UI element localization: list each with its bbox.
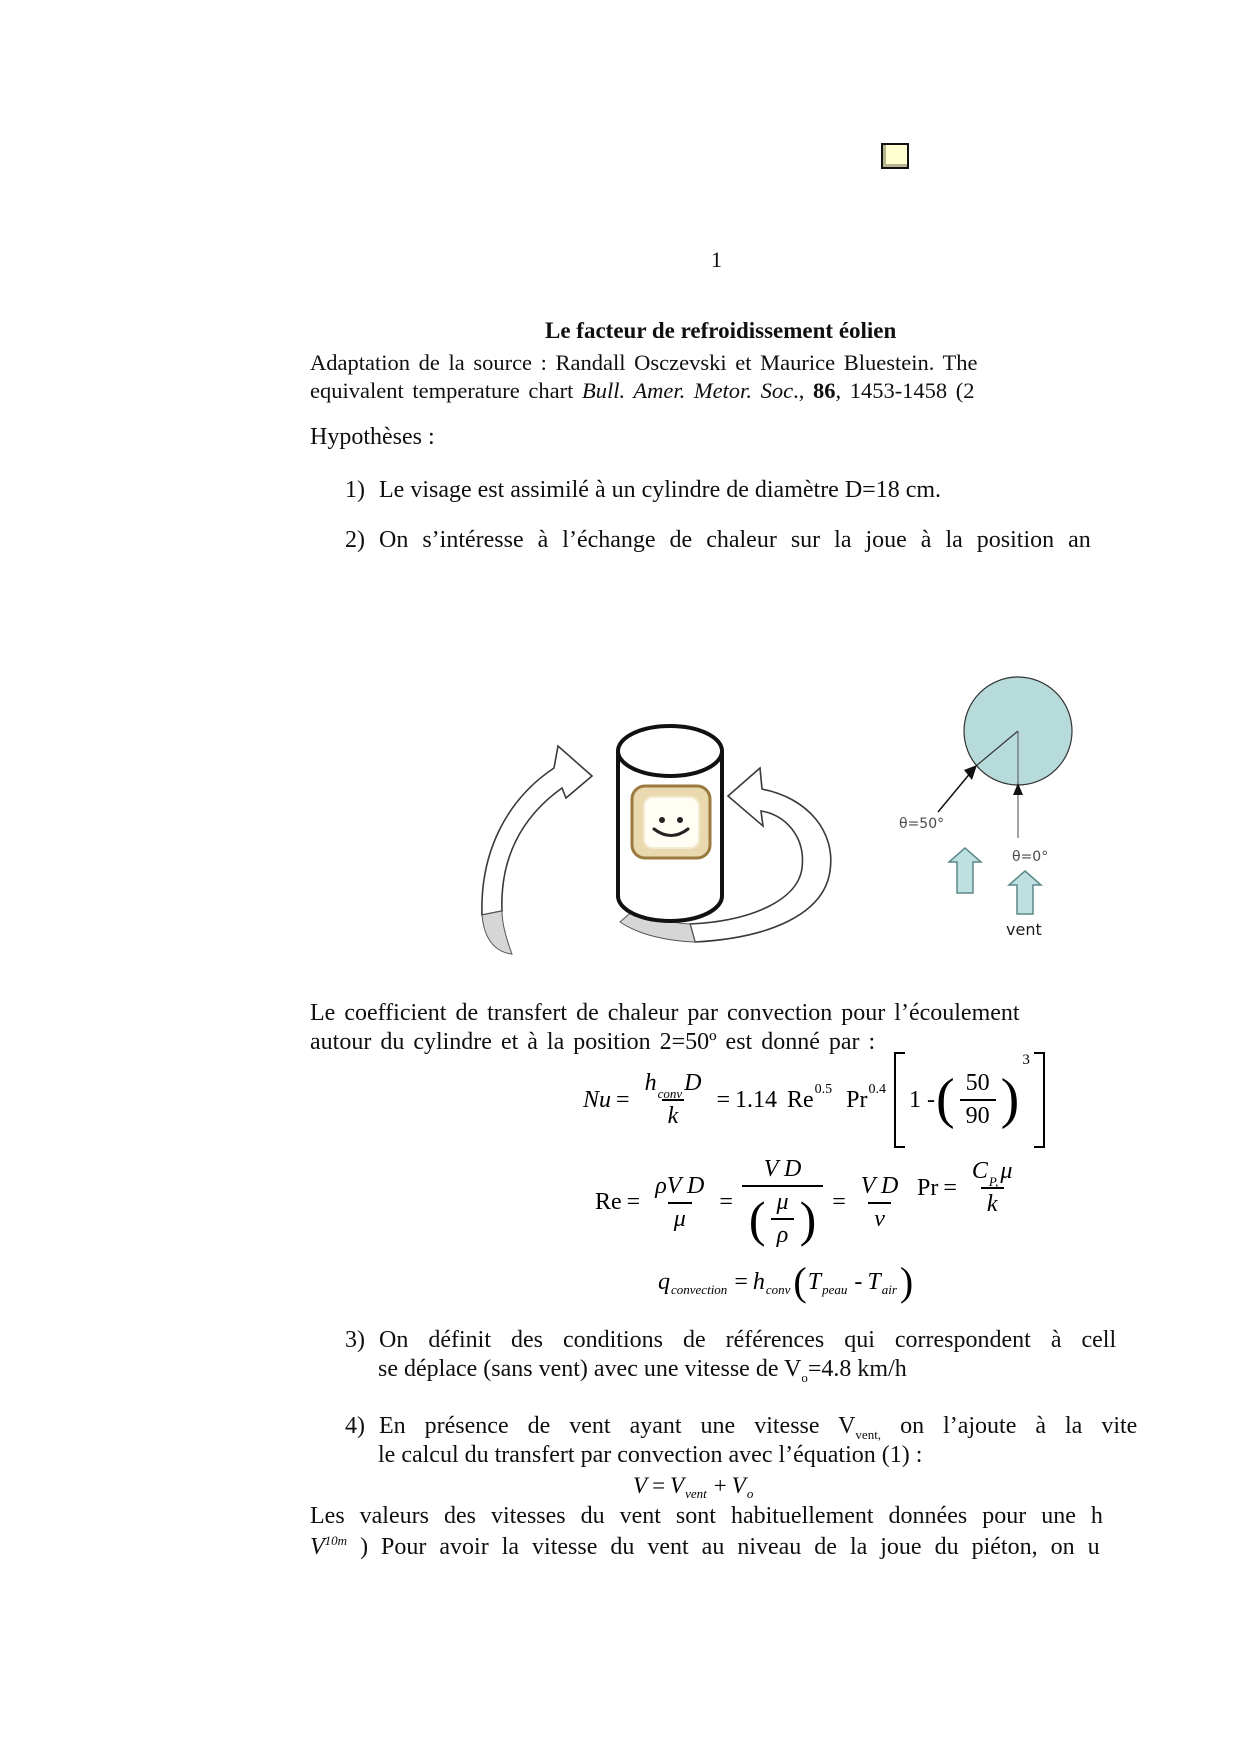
source-line-2 [310,378,975,404]
mu-symbol: μ [776,1189,789,1215]
right-bracket [1034,1052,1045,1148]
re-fraction-3 [855,1173,905,1233]
equation-prandtl [917,1152,1022,1224]
equals-sign: = [626,1189,641,1215]
prandtl-symbol: Pr [846,1086,868,1113]
mu-rho-fraction [771,1189,795,1249]
page-title: Le facteur de refroidissement éolien [545,318,897,343]
right-paren: ) [899,1259,914,1304]
wind-line-2-text: ) Pour avoir la vitesse du vent au niveau de la joue du piéton, on u [347,1534,1100,1560]
item-3-text-3: =4.8 km/h [807,1356,907,1382]
nu-symbol: Nu [583,1086,612,1113]
k-symbol: k [662,1099,685,1130]
list-item-3-line-1 [345,1327,1116,1355]
source-line-2-suffix: , 1453-1458 (2 [835,378,975,403]
equals-sign: = [943,1174,957,1201]
convection-paragraph-line-1: Le coefficient de transfert de chaleur par convection pour l’écoulement [310,1000,1020,1026]
rho-symbol: ρ [655,1172,667,1199]
coefficient: 1.14 [735,1086,777,1113]
t-peau-symbol: T [807,1268,822,1295]
conv-subscript: conv [657,1086,683,1101]
v10m-symbol: V [310,1534,325,1560]
equals-sign: = [719,1189,733,1215]
v10m-superscript: 10m [324,1533,348,1548]
list-item-2 [345,527,1091,555]
cylinder-top [618,726,722,776]
equals-sign: = [832,1189,846,1215]
convection-paragraph-line-2: autour du cylindre et à la position 2=50º est donné par : [310,1029,876,1055]
cube-exponent: 3 [1022,1052,1030,1068]
v0-subscript: o [801,1369,808,1385]
h-symbol: h [644,1070,657,1096]
rho-symbol: ρ [771,1218,795,1249]
conv-subscript: conv [765,1282,791,1297]
o-subscript: o [746,1486,754,1501]
item-4-text-1: En présence de vent ayant une vitesse V [379,1413,856,1439]
hypotheses-heading: Hypothèses : [310,424,435,450]
face-eye-right-icon [677,817,683,823]
equation-reynolds [595,1145,908,1260]
source-line-2-prefix: equivalent temperature chart [310,378,582,403]
vd-symbols: V D [763,1156,802,1182]
pr-fraction [966,1158,1019,1218]
source-line-2-mid: ., [793,378,813,403]
wind-arrow-left-icon [949,848,981,893]
equals-sign: = [616,1086,630,1113]
equals-sign: = [716,1086,730,1113]
minus-sign: - [854,1268,863,1295]
q-symbol: q [658,1268,670,1295]
wind-paragraph-line-2 [310,1534,1100,1562]
theta50-label: θ=50° [899,816,945,832]
v-vent-symbol: V [670,1473,685,1498]
t-air-symbol: T [867,1268,881,1295]
k-symbol: k [981,1187,1004,1218]
volume-number: 86 [812,378,836,403]
vent-subscript: vent [685,1486,707,1501]
peau-subscript: peau [822,1282,848,1297]
wind-arrow-right-icon [1009,871,1041,914]
vd-symbols: V D [860,1172,899,1199]
pr-symbol: Pr [917,1174,939,1201]
vvent-subscript: vent, [855,1426,882,1442]
vent-label: vent [1006,920,1042,939]
re-symbol: Re [595,1189,622,1215]
list-item-3-line-2 [378,1356,907,1386]
curved-arrow-left-shadow [482,911,512,954]
list-item-4-line-1 [345,1413,1137,1443]
item-3-number: 3) [345,1327,365,1353]
angle-ratio-fraction [960,1070,996,1130]
list-item-4-line-2: le calcul du transfert par convection avec l’équation (1) : [378,1442,923,1468]
ratio-denominator: 90 [960,1099,996,1130]
mu-symbol: μ [1000,1158,1013,1184]
annotation-note-icon[interactable] [881,143,909,169]
left-paren: ( [936,1068,955,1131]
equation-velocity-sum [633,1468,755,1504]
journal-name: Bull. Amer. Metor. Soc [582,378,794,403]
theta50-pointer-line [938,771,972,812]
right-paren: ) [799,1190,817,1247]
equals-sign: = [734,1268,748,1295]
item-4-text-2: on l’ajoute à la vite [881,1413,1138,1439]
item-4-number: 4) [345,1413,365,1439]
v-o-symbol: V [731,1473,746,1498]
face-eye-left-icon [659,817,665,823]
item-1-text: Le visage est assimilé à un cylindre de diamètre D=18 cm. [379,477,942,503]
left-bracket [894,1052,905,1148]
nu-kinematic-symbol: ν [868,1202,891,1233]
bracket-lead: 1 - [909,1086,936,1113]
source-line-1: Adaptation de la source : Randall Osczevski et Maurice Bluestein. The [310,350,978,375]
curved-arrow-left [482,746,592,915]
h-symbol: h [752,1268,765,1295]
wind-paragraph-line-1: Les valeurs des vitesses du vent sont habituellement données pour une h [310,1503,1103,1529]
equals-sign: = [652,1473,666,1498]
pr-exponent: 0.4 [868,1082,887,1097]
left-paren: ( [793,1259,807,1304]
item-1-number: 1) [345,477,365,503]
re-fraction-1 [649,1173,710,1233]
nu-fraction [639,1070,708,1130]
re-fraction-2 [742,1156,823,1249]
reynolds-symbol: Re [787,1086,814,1113]
item-3-text-2: se déplace (sans vent) avec une vitesse de V [378,1356,802,1382]
right-paren: ) [1000,1068,1020,1131]
plus-sign: + [713,1473,727,1498]
vd-symbols: V D [666,1172,705,1199]
item-3-text-1: On définit des conditions de références qui correspondent à cell [379,1327,1117,1353]
item-2-number: 2) [345,527,365,553]
theta0-label: θ=0° [1012,849,1049,865]
mu-symbol: μ [668,1202,692,1233]
item-2-text: On s’intéresse à l’échange de chaleur sur la joue à la position an [379,527,1091,553]
re-exponent: 0.5 [814,1082,833,1097]
face-key-inner [644,797,699,848]
v-symbol: V [633,1473,648,1498]
page-number: 1 [711,247,722,272]
d-symbol: D [684,1070,702,1096]
left-paren: ( [748,1190,766,1247]
figure-cylinder-wind-diagram [440,628,1120,973]
list-item-1 [345,477,941,505]
p-subscript: P, [988,1174,999,1189]
equation-convection-flux [658,1260,914,1304]
convection-subscript: convection [671,1282,728,1297]
cp-symbol: C [971,1158,988,1184]
air-subscript: air [881,1282,897,1297]
ratio-numerator: 50 [965,1070,990,1096]
equation-nusselt [583,1052,1049,1148]
